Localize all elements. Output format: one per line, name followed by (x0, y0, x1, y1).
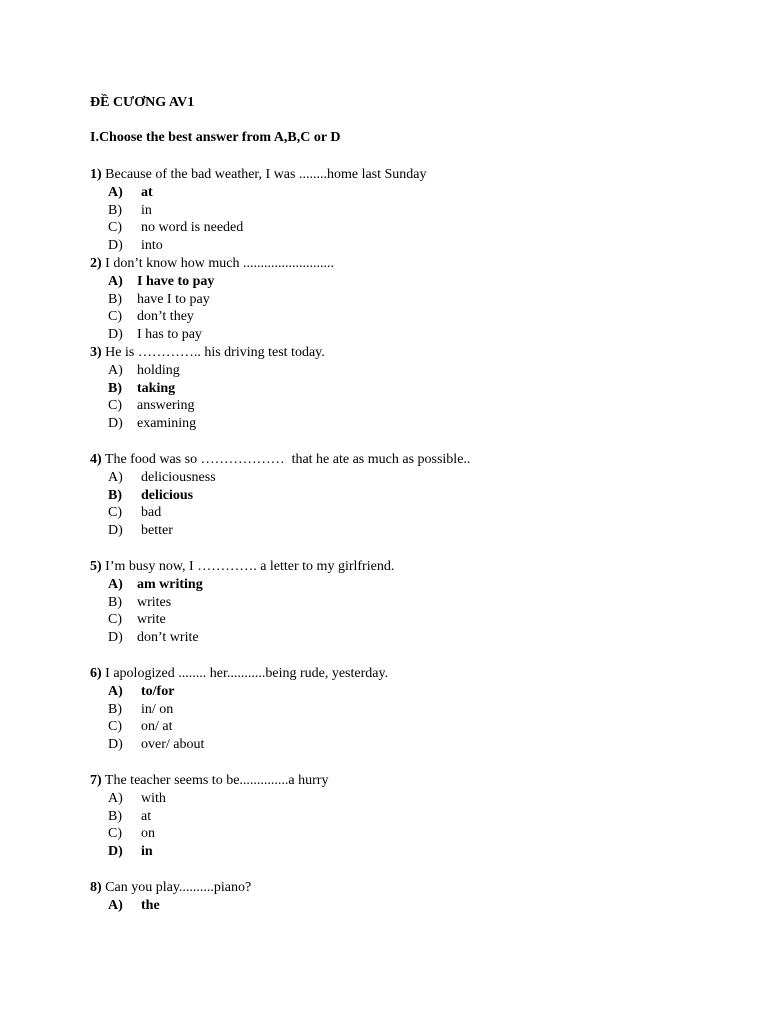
question-text: Because of the bad weather, I was ........home last Sunday (101, 167, 427, 182)
document-title: ĐỀ CƯƠNG AV1 (90, 95, 195, 110)
option-text: no word is needed (141, 220, 244, 236)
question-6 (90, 665, 710, 754)
option-letter: A) (108, 274, 123, 289)
option-d (90, 237, 710, 255)
option-letter: A) (108, 898, 123, 913)
option-letter: C) (108, 612, 122, 628)
option-text: I has to pay (137, 327, 202, 343)
option-letter: A) (108, 363, 123, 378)
question-number: 5) (90, 559, 102, 574)
question-stem (90, 879, 710, 897)
option-letter: B) (108, 380, 122, 396)
option-letter: D) (108, 238, 123, 254)
option-a (90, 469, 710, 487)
question-1 (90, 166, 710, 255)
option-text: at (141, 185, 153, 200)
option-text: delicious (141, 487, 194, 503)
option-b (90, 291, 710, 309)
option-letter: D) (108, 737, 123, 753)
option-letter: B) (108, 701, 122, 717)
option-text: taking (137, 380, 176, 396)
option-text: into (141, 238, 163, 254)
option-text: in/ on (141, 701, 174, 717)
option-b (90, 808, 710, 826)
question-8 (90, 879, 710, 915)
option-a (90, 184, 710, 202)
option-b (90, 594, 710, 612)
option-a (90, 362, 710, 380)
option-c (90, 718, 710, 736)
option-letter: A) (108, 577, 123, 592)
option-b (90, 202, 710, 220)
option-a (90, 790, 710, 808)
option-a (90, 683, 710, 701)
option-letter: B) (108, 487, 122, 503)
option-letter: C) (108, 398, 122, 414)
option-letter: C) (108, 505, 122, 521)
question-text: I apologized ........ her...........being rude, yesterday. (101, 666, 389, 681)
question-3 (90, 344, 710, 433)
option-text: bad (141, 505, 162, 521)
option-text: at (141, 808, 152, 824)
option-d (90, 415, 710, 433)
option-text: don’t write (137, 630, 199, 646)
question-text: The food was so ……………… that he ate as much as possible.. (101, 452, 471, 467)
option-letter: C) (108, 309, 122, 325)
question-7 (90, 772, 710, 861)
question-stem (90, 344, 710, 362)
question-text: I don’t know how much .......................... (101, 256, 334, 271)
question-number: 7) (90, 773, 102, 788)
option-letter: C) (108, 719, 122, 735)
option-text: answering (137, 398, 195, 414)
question-text: I’m busy now, I …………. a letter to my girlfriend. (101, 559, 395, 574)
section-heading: I.Choose the best answer from A,B,C or D (90, 130, 341, 145)
option-letter: D) (108, 327, 123, 343)
option-text: over/ about (141, 737, 205, 753)
option-letter: B) (108, 291, 122, 307)
option-letter: D) (108, 523, 123, 539)
question-number: 8) (90, 880, 102, 895)
option-d (90, 736, 710, 754)
option-b (90, 487, 710, 505)
option-text: write (137, 612, 166, 628)
option-c (90, 219, 710, 237)
question-stem (90, 255, 710, 273)
option-letter: D) (108, 844, 123, 860)
option-text: better (141, 523, 173, 539)
option-text: holding (137, 363, 180, 378)
question-number: 1) (90, 167, 102, 182)
option-d (90, 326, 710, 344)
option-letter: B) (108, 808, 122, 824)
option-letter: B) (108, 594, 122, 610)
question-number: 2) (90, 256, 102, 271)
option-text: in (141, 202, 152, 218)
option-letter: A) (108, 470, 123, 485)
option-text: writes (137, 594, 172, 610)
question-stem (90, 558, 710, 576)
option-text: I have to pay (137, 274, 215, 289)
question-text: Can you play..........piano? (101, 880, 252, 895)
question-text: He is ………….. his driving test today. (101, 345, 325, 360)
option-text: am writing (137, 577, 203, 592)
option-a (90, 273, 710, 291)
question-number: 4) (90, 452, 102, 467)
option-text: in (141, 844, 153, 860)
option-text: have I to pay (137, 291, 210, 307)
option-text: the (141, 898, 160, 913)
option-c (90, 825, 710, 843)
option-text: on (141, 826, 155, 842)
question-5 (90, 558, 710, 647)
option-a (90, 897, 710, 915)
option-letter: C) (108, 826, 122, 842)
option-letter: D) (108, 416, 123, 432)
option-letter: A) (108, 684, 123, 699)
option-text: examining (137, 416, 197, 432)
option-c (90, 611, 710, 629)
question-stem (90, 772, 710, 790)
question-4 (90, 451, 710, 540)
option-letter: A) (108, 185, 123, 200)
question-number: 3) (90, 345, 102, 360)
option-d (90, 843, 710, 861)
option-c (90, 504, 710, 522)
question-stem (90, 451, 710, 469)
option-text: deliciousness (141, 470, 216, 485)
option-text: with (141, 791, 166, 806)
question-stem (90, 166, 710, 184)
option-letter: D) (108, 630, 123, 646)
option-letter: C) (108, 220, 122, 236)
question-text: The teacher seems to be..............a hurry (101, 773, 329, 788)
option-b (90, 701, 710, 719)
option-letter: B) (108, 202, 122, 218)
option-b (90, 380, 710, 398)
option-c (90, 397, 710, 415)
question-2 (90, 255, 710, 344)
option-text: on/ at (141, 719, 173, 735)
option-d (90, 522, 710, 540)
option-text: to/for (141, 684, 175, 699)
option-d (90, 629, 710, 647)
question-number: 6) (90, 666, 102, 681)
option-text: don’t they (137, 309, 194, 325)
option-letter: A) (108, 791, 123, 806)
option-a (90, 576, 710, 594)
option-c (90, 308, 710, 326)
question-stem (90, 665, 710, 683)
